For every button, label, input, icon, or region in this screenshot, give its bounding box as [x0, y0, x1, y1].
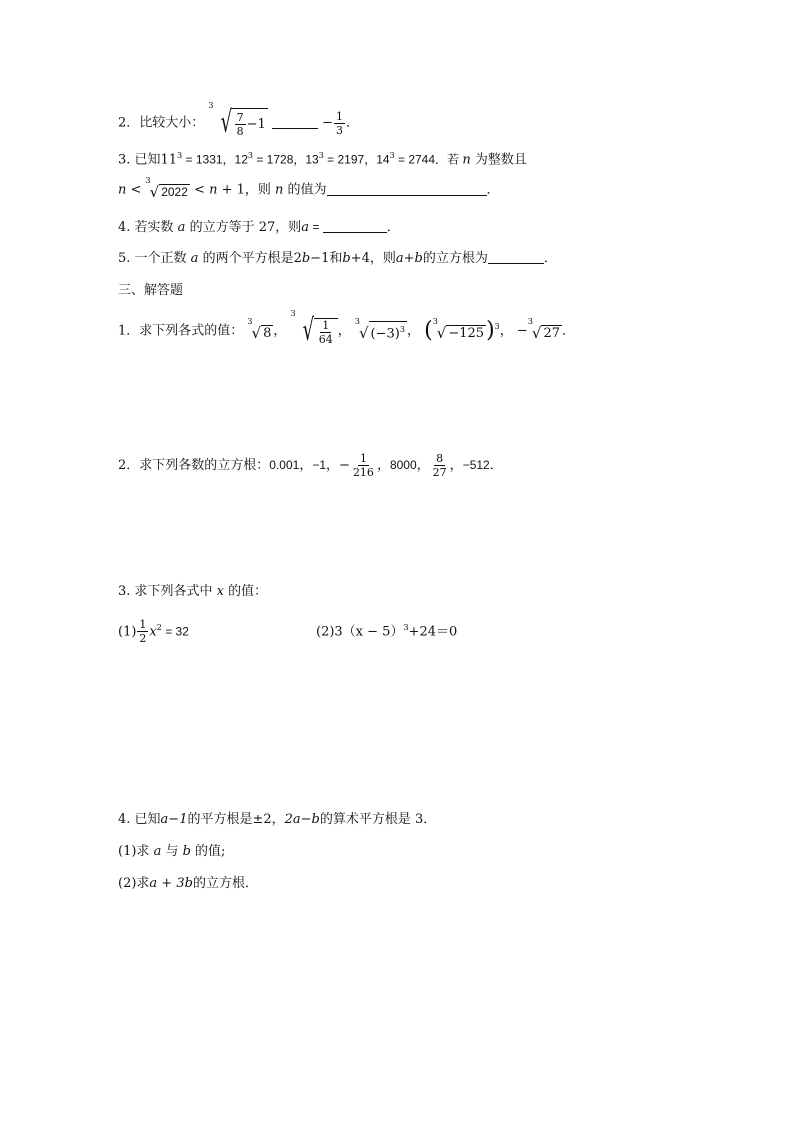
- solve-question-4-sub-1: (1)求 a 与 b 的值;: [118, 844, 226, 859]
- cube-root-expression: 3 √ 8: [247, 317, 272, 342]
- solve-question-4: 4. 已知a−1的平方根是±2，2a−b的算术平方根是 3．: [118, 812, 437, 827]
- question-3-line-1: 3. 已知$11^3 = 1331$，$12^3 = 1728$，$13^3 = 2197$，$14^3 = 2744$．若 n 为整数且: [118, 151, 527, 168]
- cube-root-power: 3 √ $(-3)^3$: [354, 317, 405, 343]
- solve-question-3-part-1: (1) $\frac{1}{2}$ $x^2 = 32$: [118, 618, 189, 646]
- answer-blank[interactable]: [327, 183, 487, 196]
- solve-question-3: 3. 求下列各式中 x 的值：: [118, 584, 268, 599]
- cube-root-expression: 3 √ 2022: [145, 176, 188, 201]
- solve-question-2: 2．求下列各数的立方根：0.001，−1，− $\frac{1}{216}$ ，8000， $\frac{8}{27}$ ，−512．: [118, 452, 503, 479]
- fraction: $\frac{8}{27}$: [432, 452, 447, 479]
- question-4-cube: 4. 若实数 a 的立方等于 27，则a = ．: [118, 220, 400, 235]
- fraction: $\frac{1}{2}$: [139, 618, 147, 646]
- question-text: 2．比较大小：: [118, 115, 205, 131]
- fraction: $\frac{1}{216}$: [352, 452, 374, 479]
- cube-root-negative: 3 √ −125: [432, 317, 485, 342]
- section-title: 三、解答题: [118, 283, 184, 298]
- question-3-line-2: n < 3 √ 2022 < n + 1，则 n 的值为 ．: [118, 176, 500, 201]
- answer-blank[interactable]: [488, 251, 544, 264]
- cube-root-expression: 3 √ $\frac{7}{8}$ −1: [208, 101, 266, 140]
- solve-question-1: 1．求下列各式的值： 3 √ 8 ， 3 √ $\frac{1}{64}$ ， 3 √ $(-3)^3$ ， ( 3 √ −125 )$^3$， − 3 √ 27 ．: [118, 309, 576, 348]
- solve-question-4-sub-2: (2)求a + 3b的立方根．: [118, 876, 258, 891]
- answer-blank[interactable]: [323, 220, 387, 233]
- question-2-compare: 2．比较大小： 3 √ $\frac{7}{8}$ −1 − $\frac{1}{3}$ ．: [118, 101, 360, 140]
- question-5-square-roots: 5. 一个正数 a 的两个平方根是2b−1和b+4，则a+b的立方根为 ．: [118, 251, 557, 266]
- fraction: $\frac{1}{3}$: [336, 109, 343, 137]
- fraction: $\frac{7}{8}$: [236, 111, 244, 138]
- answer-blank[interactable]: [272, 116, 318, 129]
- cube-root-expression: 3 √ 27: [527, 317, 561, 342]
- cube-root-fraction: 3 √ $\frac{1}{64}$: [291, 316, 338, 346]
- solve-question-3-part-2: $(2)3(x - 5)^3+24=0$: [316, 623, 458, 640]
